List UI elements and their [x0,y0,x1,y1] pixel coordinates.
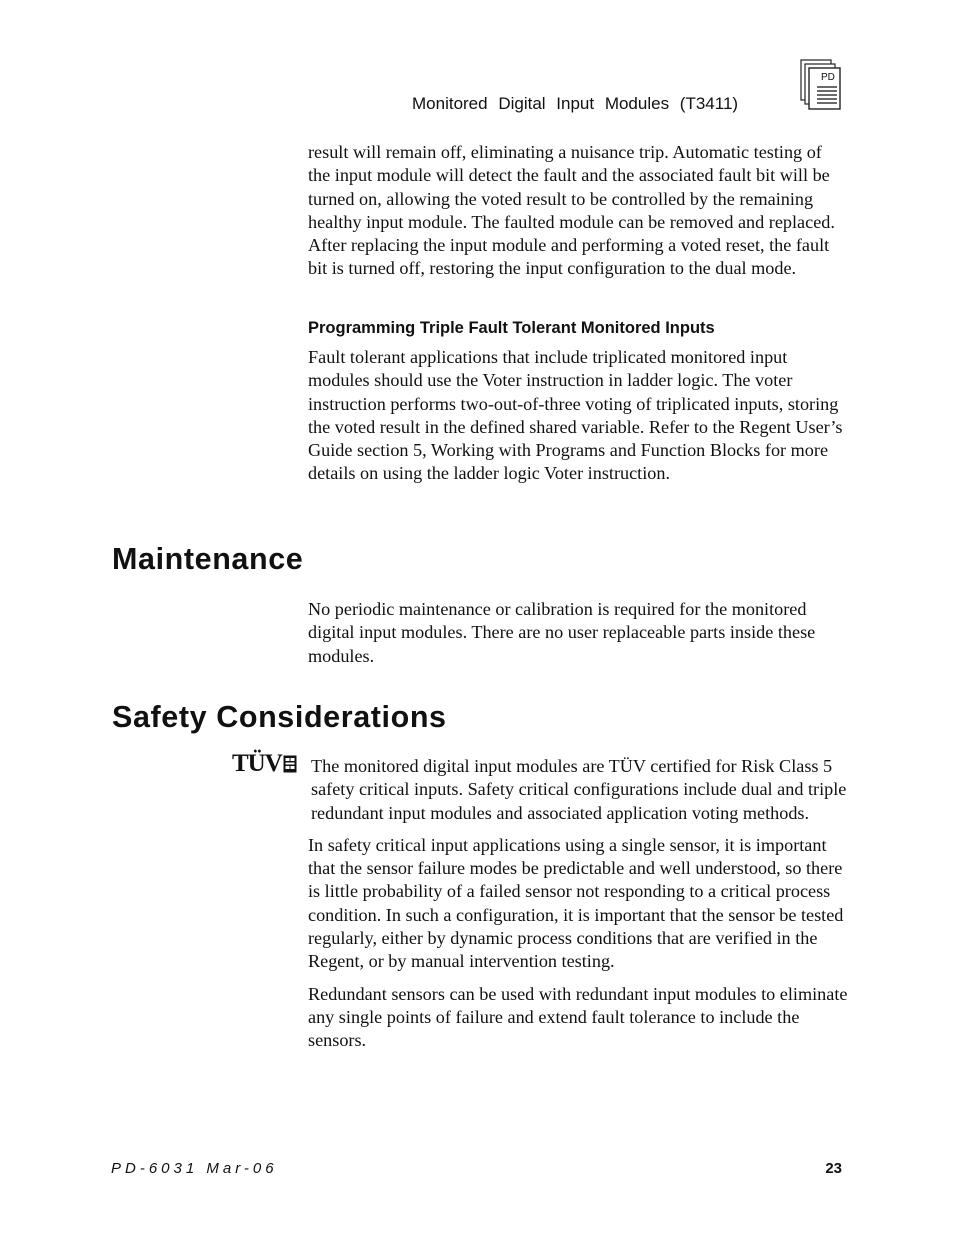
triple-fault-section [308,346,848,486]
maintenance-heading: Maintenance [112,542,304,576]
maintenance-section [308,598,848,668]
safety-heading: Safety Considerations [112,700,447,734]
safety-section [308,755,848,1053]
tuv-certification-mark [232,751,297,777]
footer-doc-id: PD-6031 Mar-06 [111,1160,278,1177]
tuv-label: TÜV [232,750,282,777]
triple-fault-paragraph: Fault tolerant applications that include triplicated monitored input modules should use the Voter instruction in ladder logic. The voter instruction performs two-out-of-three voting of triplicated inputs, storing the voted result in the defined shared variable. Refer to the Regent User’s Guide section 5, Working with Programs and Function Blocks for more details on using the ladder logic Voter instruction. [308,347,843,484]
safety-paragraph-1: The monitored digital input modules are TÜV certified for Risk Class 5 safety critical inputs. Safety critical configurations include dual and triple redundant input modules and associated application voting methods. [311,756,847,823]
pd-document-icon [800,59,842,111]
pd-icon-label: PD [821,72,835,83]
footer-page-number: 23 [825,1160,842,1177]
intro-paragraph: result will remain off, eliminating a nuisance trip. Automatic testing of the input module will detect the fault and the associated fault bit will be turned on, allowing the voted result to be controlled by the remaining healthy input module. The faulted module can be removed and replaced. After replacing the input module and performing a voted reset, the fault bit is turned off, restoring the input configuration to the dual mode. [308,142,835,279]
safety-paragraph-3: Redundant sensors can be used with redundant input modules to eliminate any single points of failure and extend fault tolerance to include the sensors. [308,983,848,1051]
maintenance-paragraph: No periodic maintenance or calibration is required for the monitored digital input modules. There are no user replaceable parts inside these modules. [308,599,816,666]
safety-paragraph-2: In safety critical input applications using a single sensor, it is important that the sensor failure modes be predictable and well understood, so there is little probability of a failed sensor not responding to a critical process condition. In such a configuration, it is important that the sensor be tested regularly, either by dynamic process conditions that are verified in the Regent, or by manual intervention testing. [308,834,844,972]
triple-fault-heading: Programming Triple Fault Tolerant Monitored Inputs [308,319,715,337]
running-header-title: Monitored Digital Input Modules (T3411) [412,94,739,113]
tuv-seal-icon [283,755,297,773]
intro-section [308,141,848,281]
